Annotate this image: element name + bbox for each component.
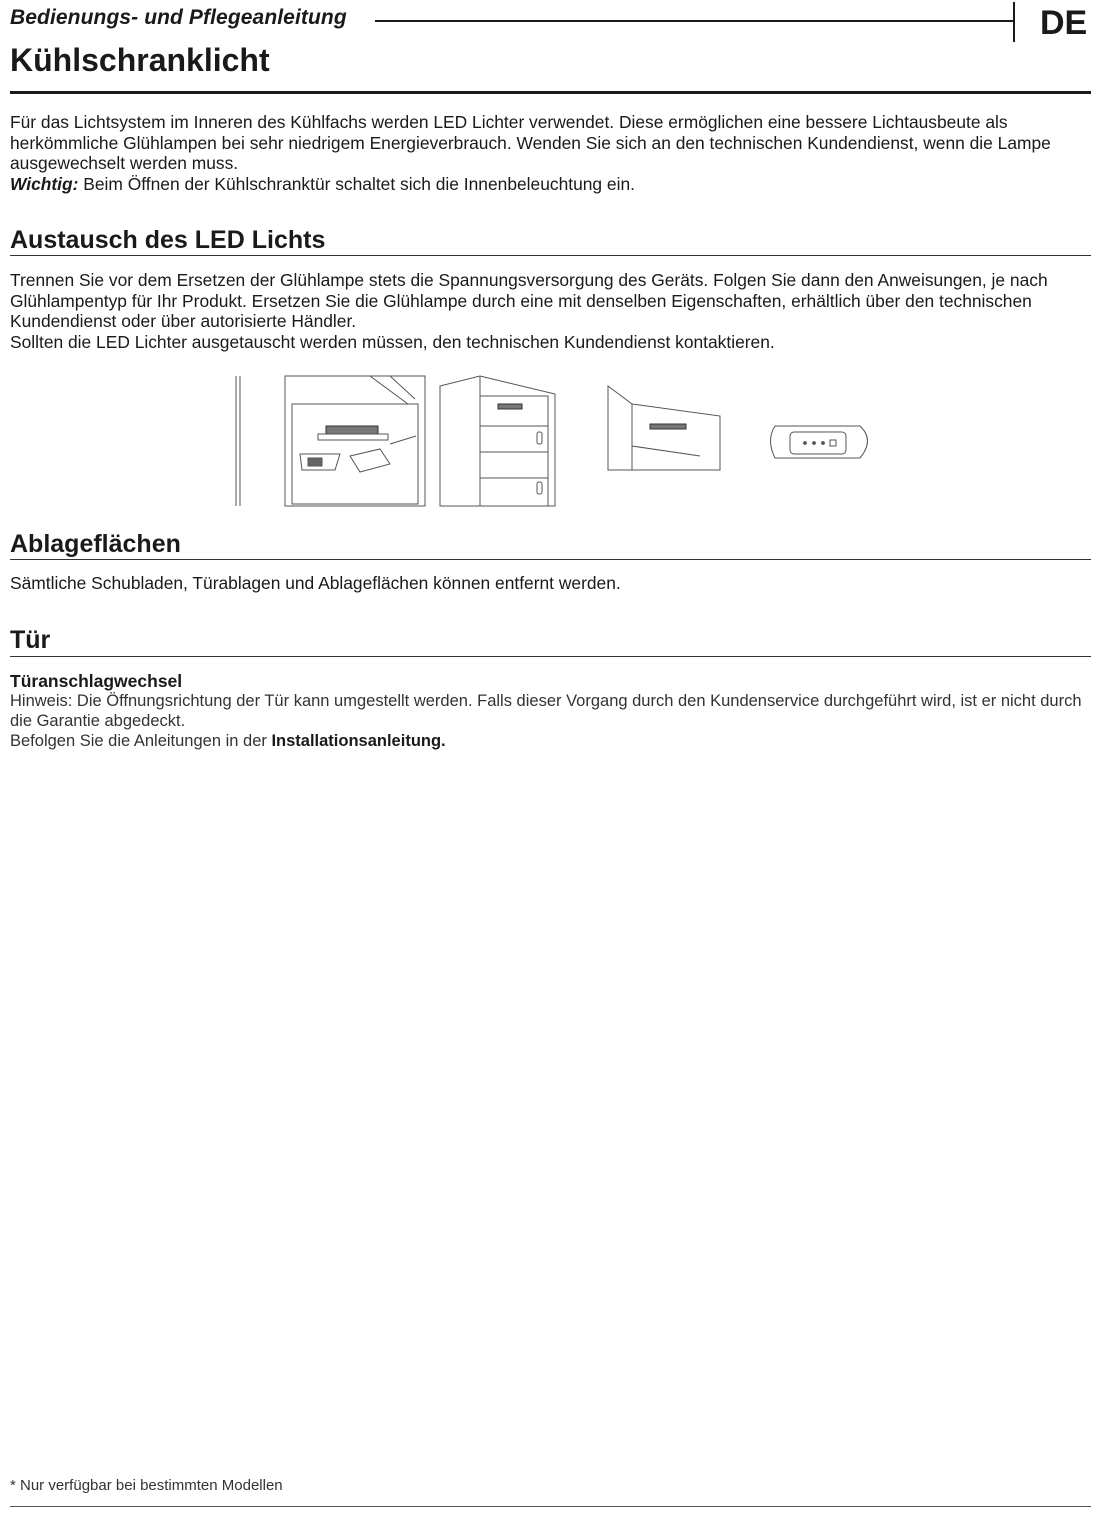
led-module-illustration (771, 426, 868, 458)
installation-guide-reference: Installationsanleitung. (271, 732, 446, 750)
cabinet-drawers-illustration (440, 376, 555, 506)
section-rule (10, 559, 1091, 560)
led-paragraph (10, 270, 1090, 352)
header-divider (1013, 2, 1015, 42)
section-title-led: Austausch des LED Lichts (10, 226, 326, 254)
door-text-2: Befolgen Sie die Anleitungen in der (10, 732, 272, 750)
page-title: Kühlschranklicht (10, 42, 270, 78)
door-block (10, 671, 1090, 751)
shelves-paragraph: Sämtliche Schubladen, Türablagen und Ablageflächen können entfernt werden. (10, 573, 621, 593)
section-rule (10, 656, 1091, 657)
note-text: Beim Öffnen der Kühlschranktür schaltet sich die Innenbeleuchtung ein. (78, 173, 635, 194)
led-text-2: Sollten die LED Lichter ausgetauscht werden müssen, den technischen Kundendienst kontaktieren. (10, 331, 775, 352)
section-rule (10, 255, 1091, 256)
language-code: DE (1040, 4, 1088, 42)
section-title-shelves: Ablageflächen (10, 530, 181, 558)
intro-paragraph (10, 112, 1090, 194)
section-title-door: Tür (10, 626, 51, 654)
door-text: Hinweis: Die Öffnungsrichtung der Tür kann umgestellt werden. Falls dieser Vorgang durch den Kundenservice durchgeführt wird, ist er nicht durch die Garantie abgedeckt. (10, 692, 1082, 730)
footnote: * Nur verfügbar bei bestimmten Modellen (10, 1477, 283, 1494)
note-label: Wichtig: (10, 173, 79, 194)
shelf-light-illustration (608, 386, 720, 470)
intro-text: Für das Lichtsystem im Inneren des Kühlfachs werden LED Lichter verwendet. Diese ermöglichen eine bessere Lichtausbeute als herkömmliche Glühlampen bei sehr niedrigem Energieverbrauch. Wenden Sie sich an den technischen Kundendienst, wenn die Lampe ausgewechselt werden muss. (10, 112, 1051, 173)
footer-rule (10, 1506, 1091, 1507)
fridge-interior-illustration (236, 376, 425, 506)
header-rule (375, 20, 1014, 22)
door-subtitle: Türanschlagwechsel (10, 671, 183, 691)
led-text: Trennen Sie vor dem Ersetzen der Glühlampe stets die Spannungsversorgung des Geräts. Folgen Sie dann den Anweisungen, je nach Glühlampentyp für Ihr Produkt. Ersetzen Sie die Glühlampe durch eine mit denselben Eigenschaften, erhältlich über den technischen Kundendienst oder über autorisierte Händler. (10, 270, 1048, 331)
document-header-label: Bedienungs- und Pflegeanleitung (10, 6, 347, 29)
title-rule (10, 91, 1091, 94)
led-illustrations (230, 374, 890, 508)
